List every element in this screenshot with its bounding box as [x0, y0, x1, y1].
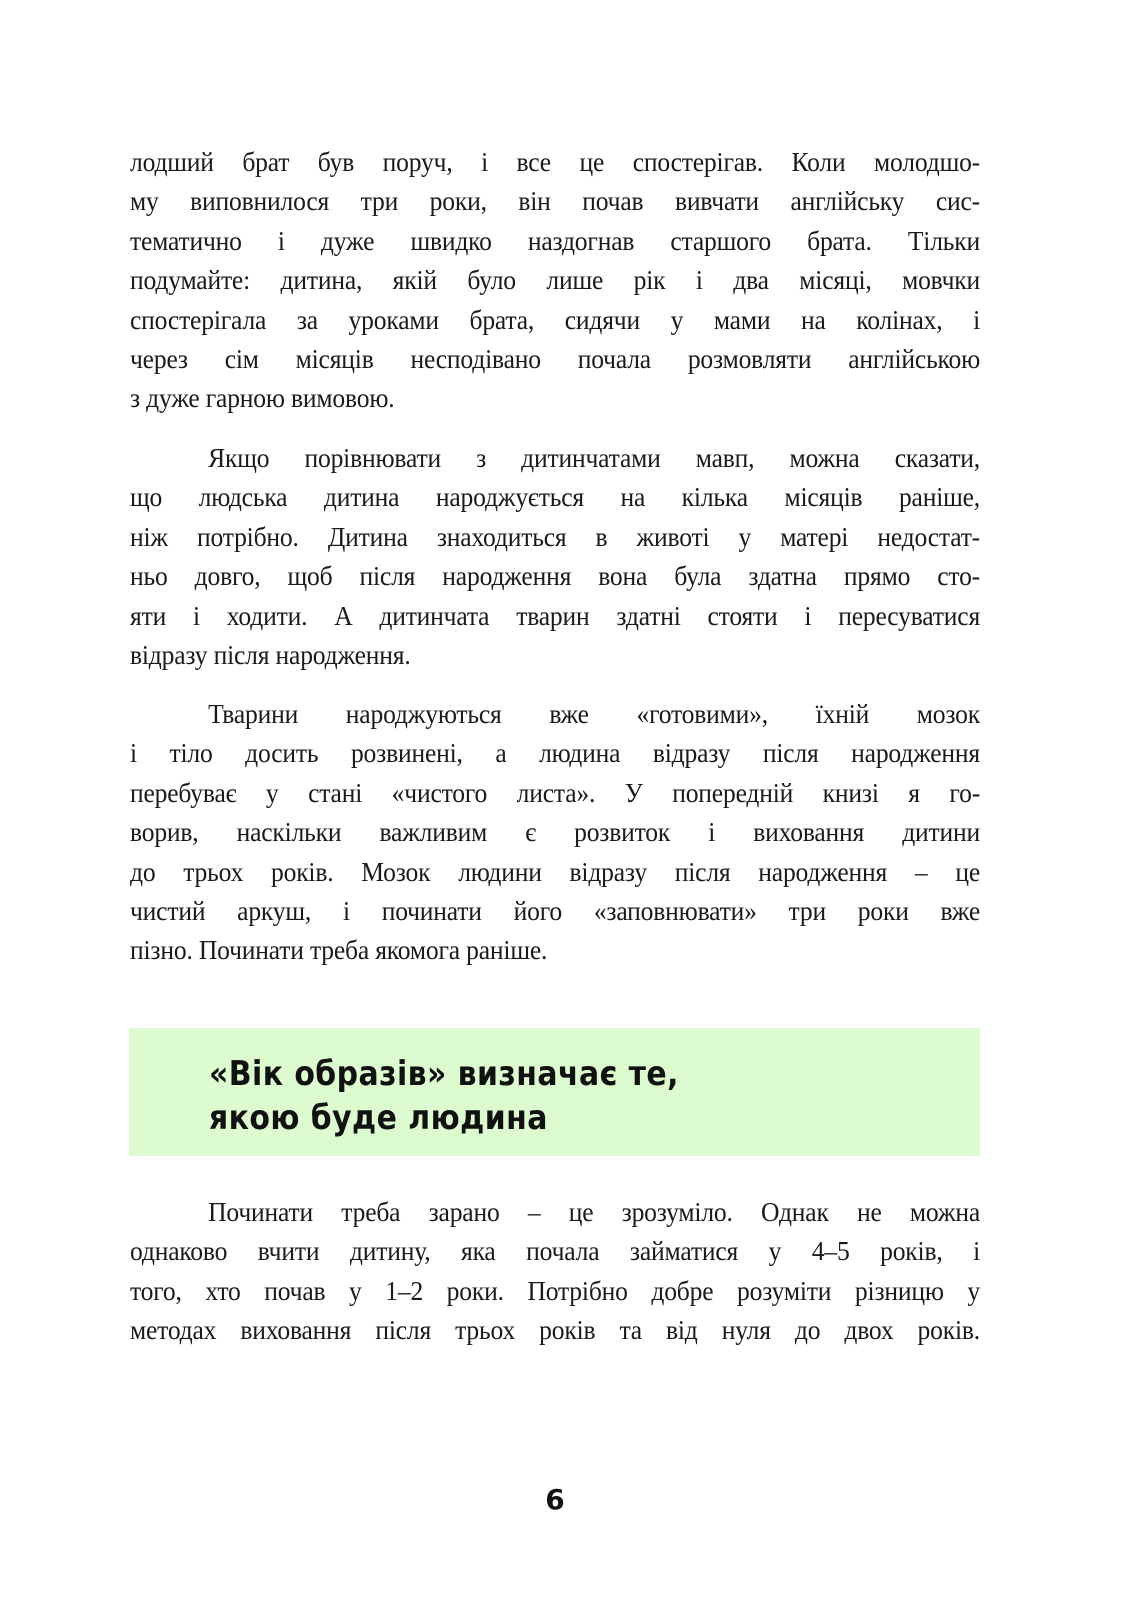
text-line: того, хто почав у 1–2 роки. Потрібно добре розуміти різницю у — [130, 1274, 981, 1306]
text-line: ніж потрібно. Дитина знаходиться в животі у матері недостат- — [130, 520, 981, 552]
text-line: Якщо порівнювати з дитинчатами мавп, можна сказати, — [208, 442, 981, 473]
text-line: через сім місяців несподівано почала розмовляти англійською — [130, 343, 981, 375]
text-line: перебуває у стані «чистого листа». У попередній книзі я го- — [130, 776, 981, 808]
text-line: яти і ходити. А дитинчата тварин здатні стояти і пересуватися — [130, 599, 981, 631]
paragraph-2 — [130, 438, 980, 674]
text-line: з дуже гарною вимовою. — [130, 382, 395, 414]
text-line: методах виховання після трьох років та від нуля до двох років. — [130, 1314, 981, 1346]
text-line: лодший брат був поруч, і все це спостерігав. Коли молодшо- — [130, 146, 981, 177]
text-line: однаково вчити дитину, яка почала займатися у 4–5 років, і — [130, 1235, 981, 1267]
text-line: тематично і дуже швидко наздогнав старшого брата. Тільки — [130, 224, 981, 256]
text-line: відразу після народження. — [130, 639, 411, 671]
text-line: до трьох років. Мозок людини відразу після народження – це — [130, 855, 981, 887]
section-heading-line-1: «Вік образів» визначає те, — [209, 1054, 679, 1094]
section-heading — [209, 1052, 679, 1140]
text-line: і тіло досить розвинені, а людина відразу після народження — [130, 737, 981, 769]
paragraph-3 — [130, 694, 980, 970]
text-line: що людська дитина народжується на кілька місяців раніше, — [130, 481, 981, 513]
paragraph-1 — [130, 142, 980, 418]
text-line: пізно. Починати треба якомога раніше. — [130, 934, 548, 966]
text-line: подумайте: дитина, якій було лише рік і два місяці, мовчки — [130, 264, 981, 296]
text-line: ворив, наскільки важливим є розвиток і виховання дитини — [130, 816, 981, 848]
text-line: му виповнилося три роки, він почав вивчати англійську сис- — [130, 185, 981, 217]
text-line: Тварини народжуються вже «готовими», їхній мозок — [208, 698, 981, 729]
text-line: спостерігала за уроками брата, сидячи у мами на колінах, і — [130, 303, 981, 335]
text-line: ньо довго, щоб після народження вона була здатна прямо сто- — [130, 560, 981, 592]
section-heading-box — [129, 1028, 980, 1156]
section-heading-line-2: якою буде людина — [209, 1098, 548, 1138]
text-line: Починати треба зарано – це зрозуміло. Однак не можна — [208, 1196, 981, 1227]
text-line: чистий аркуш, і починати його «заповнювати» три роки вже — [130, 895, 981, 927]
paragraph-4 — [130, 1192, 980, 1350]
page-number: 6 — [545, 1483, 565, 1516]
